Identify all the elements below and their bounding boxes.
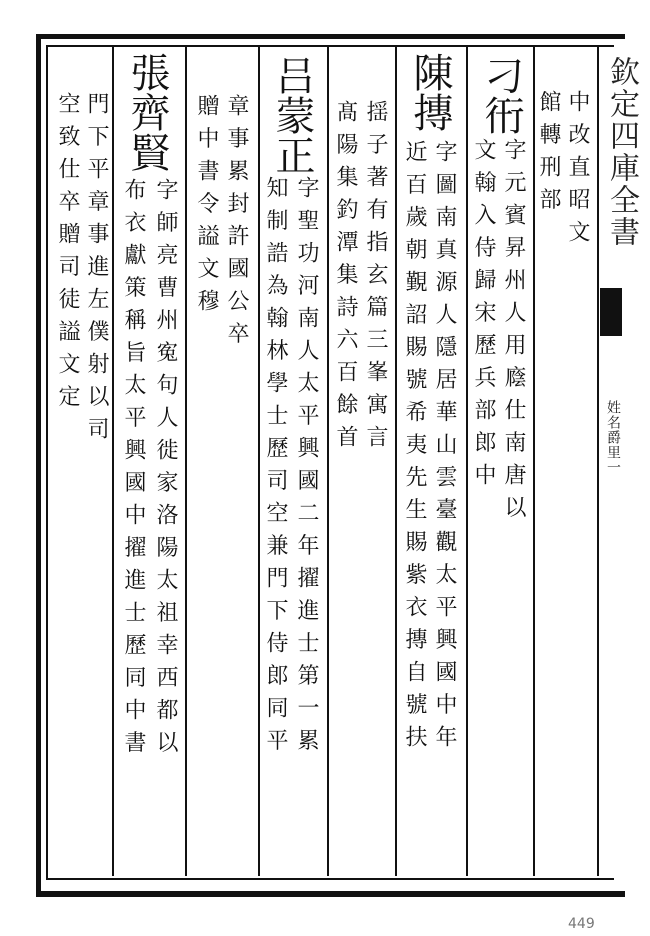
entry-name-zhang-qixian: 張齊賢 bbox=[124, 52, 170, 172]
entry-prev-line-1: 中改直昭文 bbox=[565, 90, 590, 253]
entry-lv-line-2: 知制誥為翰林學士歷司空兼門下侍郎同平 bbox=[263, 176, 288, 761]
entry-prev-line-2: 館轉刑部 bbox=[536, 90, 561, 220]
entry-diao-yan-line-1: 字元賓昇州人用廕仕南唐以 bbox=[501, 138, 526, 528]
section-label-edge: 姓名爵里一 bbox=[605, 400, 621, 475]
book-title-edge: 欽定四庫全書 bbox=[604, 56, 639, 248]
column-divider bbox=[395, 47, 397, 876]
entry-chen-tuan-line-1: 字圖南真源人隱居華山雲臺觀太平興國中年 bbox=[432, 140, 457, 758]
entry-name-diao-yan: 刁衎 bbox=[478, 55, 524, 135]
column-divider bbox=[327, 47, 329, 876]
entry-lv-line-1: 字聖功河南人太平興國二年擢進士第一累 bbox=[294, 176, 319, 761]
column-divider bbox=[466, 47, 468, 876]
entry-zhang-line-2: 布衣獻策稱旨太平興國中擢進士歷同中書 bbox=[121, 178, 146, 763]
page-number: 449 bbox=[568, 916, 595, 932]
entry-diao-yan-line-2: 文翰入侍歸宋歷兵部郎中 bbox=[471, 138, 496, 496]
entry-chen-tuan-line-3: 揺子著有指玄篇三峯寓言 bbox=[363, 100, 388, 458]
entry-name-chen-tuan: 陳摶 bbox=[407, 52, 453, 132]
column-divider bbox=[258, 47, 260, 876]
column-divider bbox=[112, 47, 114, 876]
entry-name-lv-mengzheng: 吕蒙正 bbox=[269, 55, 315, 175]
entry-lv-line-3: 章事累封許國公卒 bbox=[224, 94, 249, 354]
entry-zhang-line-4: 空致仕卒贈司徒謚文定 bbox=[55, 92, 80, 417]
column-divider bbox=[597, 47, 599, 876]
column-divider bbox=[533, 47, 535, 876]
column-divider bbox=[185, 47, 187, 876]
entry-chen-tuan-line-2: 近百歲朝覲詔賜號希夷先生賜紫衣摶自號扶 bbox=[402, 140, 427, 758]
entry-chen-tuan-line-4: 髙陽集釣潭集詩六百餘首 bbox=[333, 100, 358, 458]
entry-lv-line-4: 贈中書令謚文穆 bbox=[194, 94, 219, 322]
edge-tab-mark bbox=[600, 288, 622, 336]
entry-zhang-line-1: 字師亮曹州寃句人徙家洛陽太祖幸西都以 bbox=[153, 178, 178, 763]
entry-zhang-line-3: 門下平章事進左僕射以司 bbox=[84, 92, 109, 450]
